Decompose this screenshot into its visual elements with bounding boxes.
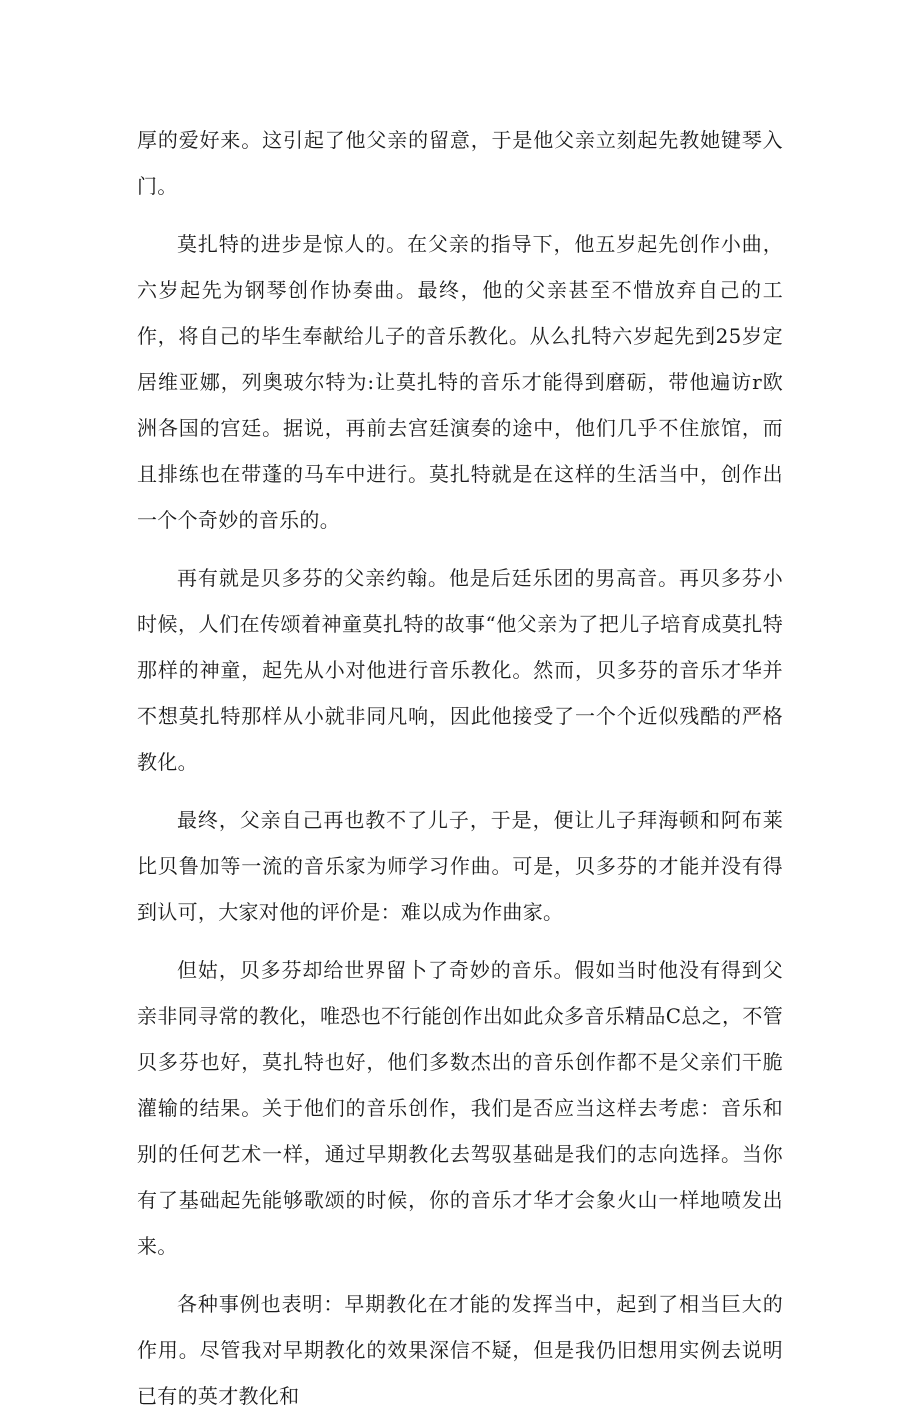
paragraph-4: 最终，父亲自己再也教不了儿子，于是，便让儿子拜海顿和阿布莱比贝鲁加等一流的音乐家为师学习作曲。可是，贝多芬的才能并没有得到认可，大家对他的评价是：难以成为作曲家。: [137, 808, 783, 924]
paragraph-1: 厚的爱好来。这引起了他父亲的留意，于是他父亲立刻起先教她键琴入门。: [137, 128, 783, 198]
paragraph-6: 各种事例也表明：早期教化在才能的发挥当中，起到了相当巨大的作用。尽管我对早期教化的效果深信不疑，但是我仍旧想用实例去说明已有的英才教化和: [137, 1292, 783, 1408]
document-body: [137, 117, 783, 1419]
paragraph-3: 再有就是贝多芬的父亲约翰。他是后廷乐团的男高音。再贝多芬小时候，人们在传颂着神童莫扎特的故事“他父亲为了把儿子培育成莫扎特那样的神童，起先从小对他进行音乐教化。然而，贝多芬的音乐才华并不想莫扎特那样从小就非同凡响，因此他接受了一个个近似残酷的严格教化。: [137, 566, 783, 774]
paragraph-5: 但姑，贝多芬却给世界留卜了奇妙的音乐。假如当时他没有得到父亲非同寻常的教化，唯恐也不行能创作出如此众多音乐精品C总之，不管贝多芬也好，莫扎特也好，他们多数杰出的音乐创作都不是父亲们干脆灌输的结果。关于他们的音乐创作，我们是否应当这样去考虑：音乐和别的任何艺术一样，通过早期教化去驾驭基础是我们的志向选择。当你有了基础起先能够歌颂的时候，你的音乐才华才会象火山一样地喷发出来。: [137, 958, 783, 1258]
paragraph-2: 莫扎特的进步是惊人的。在父亲的指导下，他五岁起先创作小曲，六岁起先为钢琴创作协奏曲。最终，他的父亲甚至不惜放弃自己的工作，将自己的毕生奉献给儿子的音乐教化。从么扎特六岁起先到25岁定居维亚娜，列奥玻尔特为:让莫扎特的音乐才能得到磨砺，带他遍访r欧洲各国的宫廷。据说，再前去宫廷演奏的途中，他们几乎不住旅馆，而且排练也在带蓬的马车中进行。莫扎特就是在这样的生活当中，创作出一个个奇妙的音乐的。: [137, 232, 783, 532]
